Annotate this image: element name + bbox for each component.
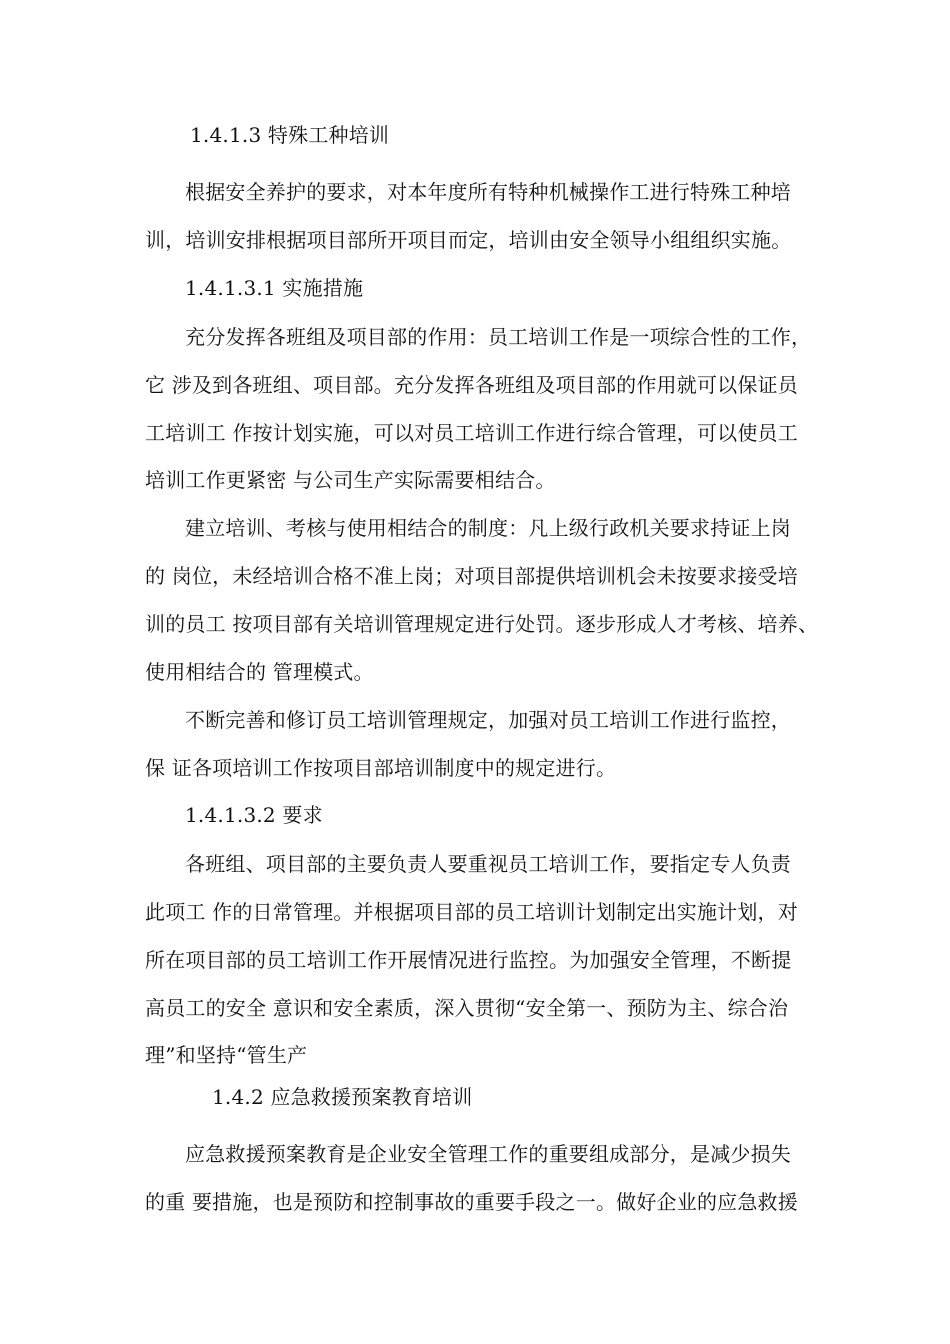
paragraph-line: 不断完善和修订员工培训管理规定，加强对员工培训工作进行监控， [185, 708, 791, 732]
paragraph-line: 使用相结合的 管理模式。 [145, 660, 374, 684]
paragraph-line: 应急救援预案教育是企业安全管理工作的重要组成部分，是减少损失 [185, 1142, 791, 1166]
paragraph-line: 理”和坚持“管生产 [145, 1043, 308, 1067]
section-heading-1-4-2: 1.4.2 应急救援预案教育培训 [212, 1085, 473, 1109]
paragraph-line: 的重 要措施，也是预防和控制事故的重要手段之一。做好企业的应急救援 [145, 1190, 798, 1214]
paragraph-line: 训的员工 按项目部有关培训管理规定进行处罚。逐步形成人才考核、培养、 [145, 612, 819, 636]
paragraph-line: 保 证各项培训工作按项目部培训制度中的规定进行。 [145, 756, 617, 780]
paragraph-line: 此项工 作的日常管理。并根据项目部的员工培训计划制定出实施计划，对 [145, 900, 798, 924]
subsection-heading-1-4-1-3-1: 1.4.1.3.1 实施措施 [185, 276, 364, 300]
paragraph-line: 所在项目部的员工培训工作开展情况进行监控。为加强安全管理，不断提 [145, 948, 792, 972]
paragraph-line: 培训工作更紧密 与公司生产实际需要相结合。 [145, 468, 556, 492]
paragraph-line: 各班组、项目部的主要负责人要重视员工培训工作，要指定专人负责 [185, 852, 791, 876]
section-heading-1-4-1-3: 1.4.1.3 特殊工种培训 [190, 123, 390, 147]
paragraph-line: 充分发挥各班组及项目部的作用：员工培训工作是一项综合性的工作， [185, 325, 812, 349]
paragraph-line: 的 岗位，未经培训合格不准上岗；对项目部提供培训机会未按要求接受培 [145, 564, 798, 588]
paragraph-line: 建立培训、考核与使用相结合的制度：凡上级行政机关要求持证上岗 [185, 516, 791, 540]
paragraph-line: 训，培训安排根据项目部所开项目而定，培训由安全领导小组组织实施。 [145, 228, 792, 252]
paragraph-line: 高员工的安全 意识和安全素质，深入贯彻“安全第一、预防为主、综合治 [145, 996, 789, 1020]
paragraph-line: 工培训工 作按计划实施，可以对员工培训工作进行综合管理，可以使员工 [145, 421, 798, 445]
paragraph-line: 它 涉及到各班组、项目部。充分发挥各班组及项目部的作用就可以保证员 [145, 373, 798, 397]
paragraph-line: 根据安全养护的要求，对本年度所有特种机械操作工进行特殊工种培 [185, 180, 791, 204]
subsection-heading-1-4-1-3-2: 1.4.1.3.2 要求 [185, 803, 323, 827]
